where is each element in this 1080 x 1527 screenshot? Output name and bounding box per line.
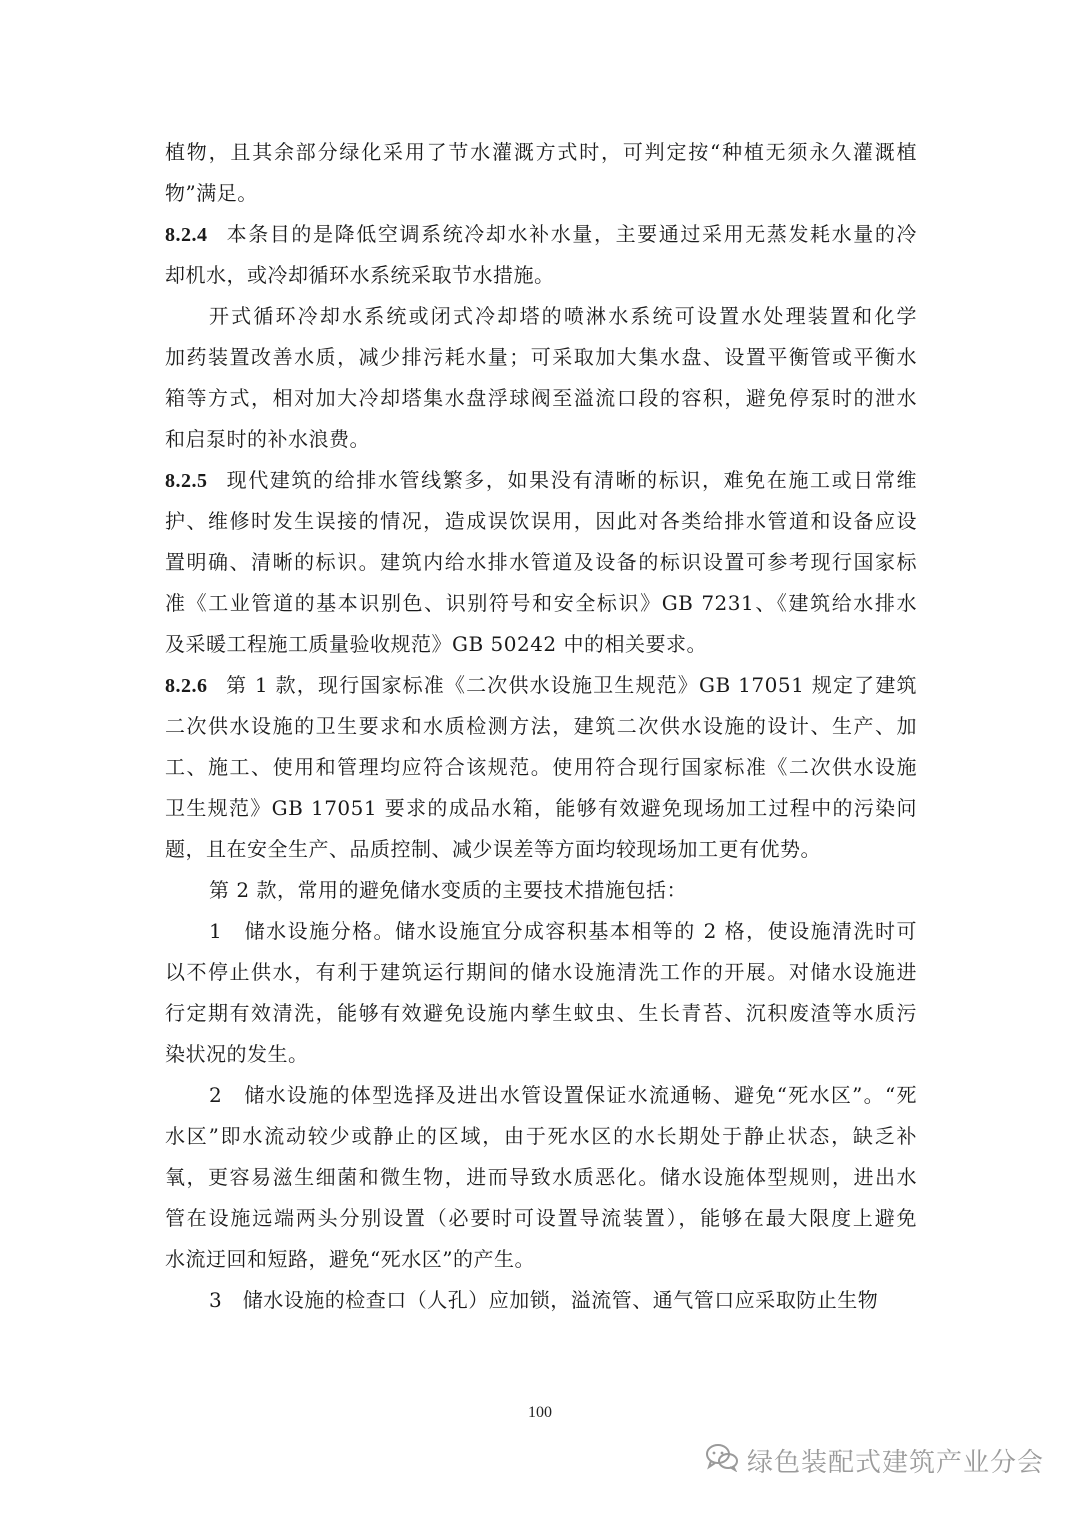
body-text: [165, 132, 917, 1321]
text-line: [165, 1280, 917, 1321]
text-line: [165, 624, 917, 665]
text-line: [165, 1198, 917, 1239]
text-line: [165, 1116, 917, 1157]
line-text: 箱等方式，相对加大冷却塔集水盘浮球阀至溢流口段的容积，避免停泵时的泄水: [165, 386, 917, 410]
line-text: 水流迂回和短路，避免“死水区”的产生。: [165, 1247, 535, 1271]
text-line: [165, 911, 917, 952]
page-number: 100: [528, 1404, 552, 1421]
text-line: [165, 378, 917, 419]
text-line: [165, 173, 917, 214]
text-line: [165, 337, 917, 378]
line-text: 第 2 款，常用的避免储水变质的主要技术措施包括：: [209, 878, 687, 902]
wechat-icon: [705, 1442, 739, 1479]
text-line: [165, 419, 917, 460]
text-line: [165, 1157, 917, 1198]
line-text: 及采暖工程施工质量验收规范》GB 50242 中的相关要求。: [165, 632, 708, 656]
line-text: 和启泵时的补水浪费。: [165, 427, 370, 451]
line-text: 1 储水设施分格。储水设施宜分成容积基本相等的 2 格，使设施清洗时可: [209, 919, 917, 943]
text-line: [165, 255, 917, 296]
text-line: [165, 747, 917, 788]
text-line: [165, 788, 917, 829]
text-line: [165, 1034, 917, 1075]
line-text: 水区”即水流动较少或静止的区域，由于死水区的水长期处于静止状态，缺乏补: [165, 1124, 917, 1148]
watermark: [705, 1440, 1044, 1480]
clause-number: 8.2.4: [165, 224, 208, 246]
text-line: [165, 132, 917, 173]
text-line: [165, 952, 917, 993]
line-text: 管在设施远端两头分别设置（必要时可设置导流装置），能够在最大限度上避免: [165, 1206, 917, 1230]
line-text: 3 储水设施的检查口（人孔）应加锁，溢流管、通气管口应采取防止生物: [209, 1288, 879, 1312]
text-line: [165, 1239, 917, 1280]
text-line: [165, 706, 917, 747]
line-text: 开式循环冷却水系统或闭式冷却塔的喷淋水系统可设置水处理装置和化学: [209, 304, 917, 328]
text-line: [165, 665, 917, 706]
line-text: 二次供水设施的卫生要求和水质检测方法，建筑二次供水设施的设计、生产、加: [165, 714, 917, 738]
line-text: 加药装置改善水质，减少排污耗水量；可采取加大集水盘、设置平衡管或平衡水: [165, 345, 917, 369]
line-text: 现代建筑的给排水管线繁多，如果没有清晰的标识，难免在施工或日常维: [225, 468, 917, 492]
line-text: 第 1 款，现行国家标准《二次供水设施卫生规范》GB 17051 规定了建筑: [225, 673, 917, 697]
text-line: [165, 1075, 917, 1116]
line-text: 护、维修时发生误接的情况，造成误饮误用，因此对各类给排水管道和设备应设: [165, 509, 917, 533]
line-text: 却机水，或冷却循环水系统采取节水措施。: [165, 263, 555, 287]
line-text: 以不停止供水，有利于建筑运行期间的储水设施清洗工作的开展。对储水设施进: [165, 960, 917, 984]
text-line: [165, 542, 917, 583]
line-text: 卫生规范》GB 17051 要求的成品水箱，能够有效避免现场加工过程中的污染问: [165, 796, 917, 820]
line-text: 2 储水设施的体型选择及进出水管设置保证水流通畅、避免“死水区”。“死: [209, 1083, 917, 1107]
line-text: 行定期有效清洗，能够有效避免设施内孳生蚊虫、生长青苔、沉积废渣等水质污: [165, 1001, 917, 1025]
line-text: 氧，更容易滋生细菌和微生物，进而导致水质恶化。储水设施体型规则，进出水: [165, 1165, 917, 1189]
text-line: [165, 501, 917, 542]
line-text: 染状况的发生。: [165, 1042, 309, 1066]
text-line: [165, 296, 917, 337]
line-text: 置明确、清晰的标识。建筑内给水排水管道及设备的标识设置可参考现行国家标: [165, 550, 917, 574]
line-text: 题，且在安全生产、品质控制、减少误差等方面均较现场加工更有优势。: [165, 837, 821, 861]
line-text: 准《工业管道的基本识别色、识别符号和安全标识》GB 7231、《建筑给水排水: [165, 591, 917, 615]
line-text: 植物，且其余部分绿化采用了节水灌溉方式时，可判定按“种植无须永久灌溉植: [165, 140, 917, 164]
text-line: [165, 993, 917, 1034]
line-text: 物”满足。: [165, 181, 258, 205]
clause-number: 8.2.5: [165, 470, 208, 492]
text-line: [165, 214, 917, 255]
watermark-text: 绿色装配式建筑产业分会: [746, 1447, 1044, 1478]
line-text: 本条目的是降低空调系统冷却水补水量，主要通过采用无蒸发耗水量的冷: [225, 222, 917, 246]
text-line: [165, 829, 917, 870]
line-text: 工、施工、使用和管理均应符合该规范。使用符合现行国家标准《二次供水设施: [165, 755, 917, 779]
text-line: [165, 870, 917, 911]
text-line: [165, 460, 917, 501]
text-line: [165, 583, 917, 624]
clause-number: 8.2.6: [165, 675, 208, 697]
